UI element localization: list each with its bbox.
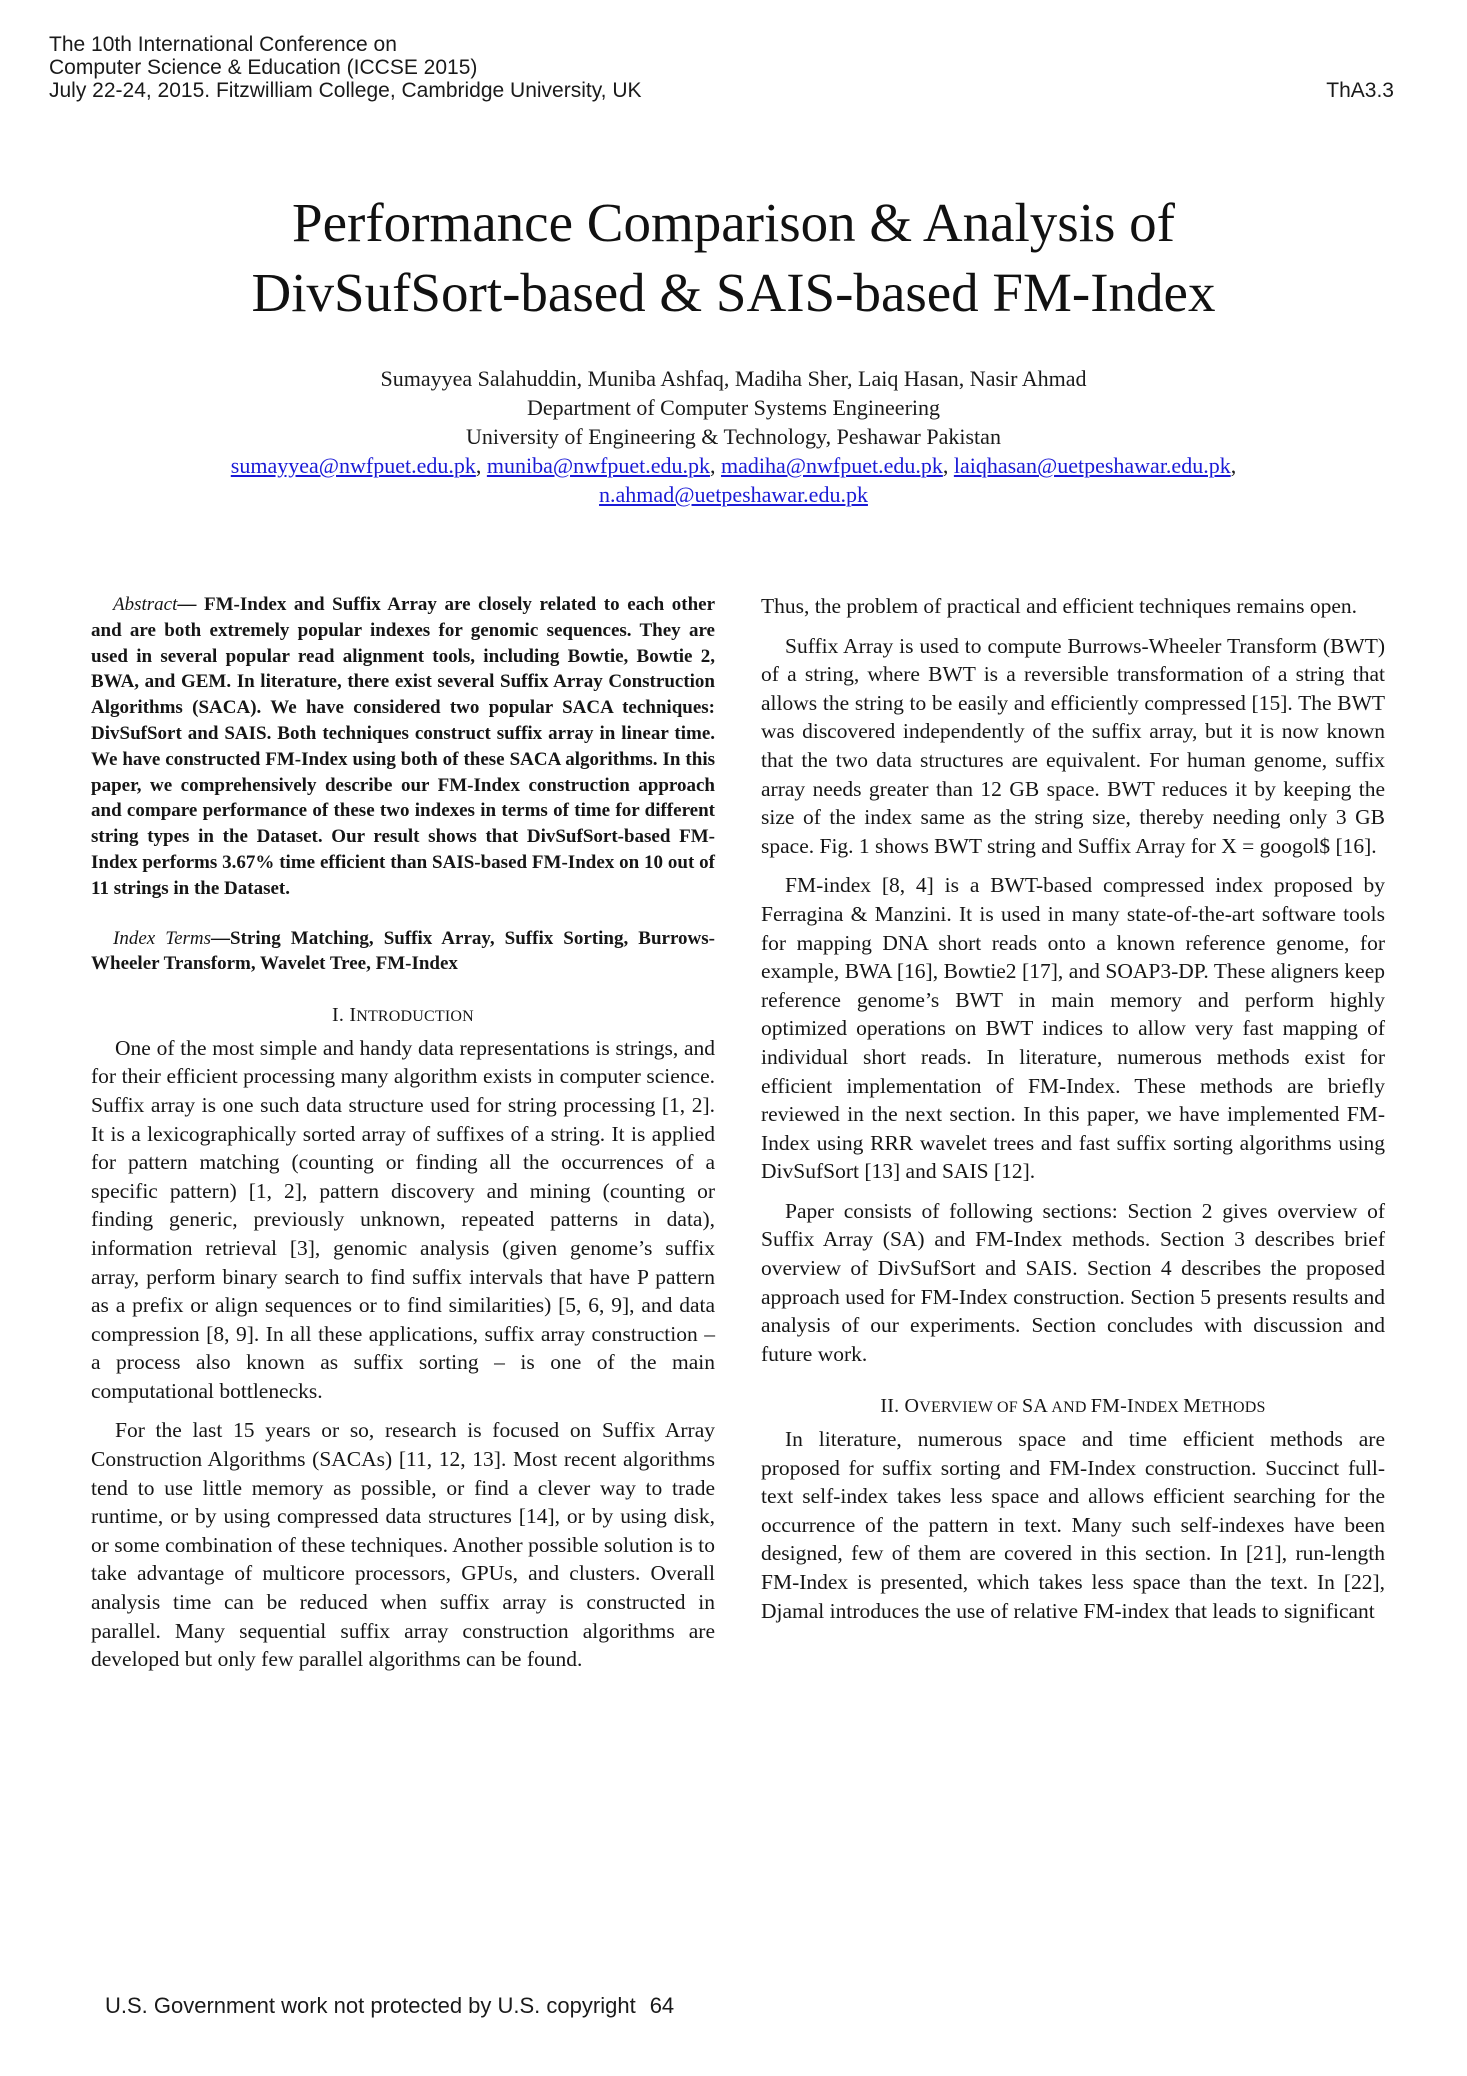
section-heading-introduction: I. INTRODUCTION: [332, 1004, 474, 1027]
email-link[interactable]: n.ahmad@uetpeshawar.edu.pk: [599, 482, 868, 507]
paragraph: Thus, the problem of practical and efficient techniques remains open.: [761, 594, 1358, 618]
conference-name-line1: The 10th International Conference on: [49, 33, 397, 56]
session-code: ThA3.3: [1326, 79, 1394, 102]
author-department: Department of Computer Systems Engineering: [526, 395, 941, 420]
paragraph: For the last 15 years or so, research is focused on Suffix Array Construction Algorithms (SACAs) [11, 12, 13]. Most recent algorithms tend to use little memory as possible, or find a clever way to trade runtime, or by using compressed data structures [14], or by using disk, or some combination of these techniques. Another possible solution is to take advantage of multicore processors, GPUs, and clusters. Overall analysis time can be reduced when suffix array is constructed in parallel. Many sequential suffix array construction algorithms are developed but only few parallel algorithms can be found.: [91, 1418, 716, 1672]
email-link[interactable]: madiha@nwfpuet.edu.pk: [720, 453, 943, 478]
conference-name-line2: Computer Science & Education (ICCSE 2015): [49, 56, 478, 79]
author-university: University of Engineering & Technology, Peshawar Pakistan: [466, 424, 1001, 449]
index-terms-dash: —: [211, 927, 231, 949]
email-separator: ,: [942, 453, 954, 478]
section-heading-overview: II. OVERVIEW OF SA AND FM-INDEX METHODS: [880, 1395, 1266, 1418]
abstract-label: Abstract: [113, 594, 178, 615]
page-number: 64: [649, 1993, 675, 2018]
title-line-1: Performance Comparison & Analysis of: [292, 192, 1175, 253]
author-names: Sumayyea Salahuddin, Muniba Ashfaq, Madiha Sher, Laiq Hasan, Nasir Ahmad: [380, 366, 1087, 391]
author-block: [0, 364, 1467, 509]
conference-venue-line: July 22-24, 2015. Fitzwilliam College, Cambridge University, UK: [49, 79, 642, 102]
paragraph: Paper consists of following sections: Section 2 gives overview of Suffix Array (SA) and FM-Index methods. Section 3 describes brief overview of DivSufSort and SAIS. Section 4 describes the proposed approach used for FM-Index construction. Section 5 presents results and analysis of our experiments. Section concludes with discussion and future work.: [761, 1198, 1385, 1366]
index-terms-label: Index Terms: [113, 927, 212, 949]
index-terms-text: String Matching, Suffix Array, Suffix Sorting, Burrows-Wheeler Transform, Wavelet Tree, FM-Index: [91, 927, 715, 975]
title-line-2: DivSufSort-based & SAIS-based FM-Index: [251, 262, 1216, 323]
paragraph: Suffix Array is used to compute Burrows-Wheeler Transform (BWT) of a string, where BWT is a reversible transformation of a string that allows the string to be easily and efficiently compressed [15]. The BWT was discovered independently of the suffix array, but it is now known that the two data structures are equivalent. For human genome, suffix array needs greater than 12 GB space. BWT reduces it by keeping the size of the index same as the string size, thereby needing only 3 GB space. Fig. 1 shows BWT string and Suffix Array for X = googol$ [16].: [761, 633, 1385, 858]
abstract-text: FM-Index and Suffix Array are closely related to each other and are both extremely popular indexes for genomic sequences. They are used in several popular read alignment tools, including Bowtie, Bowtie 2, BWA, and GEM. In literature, there exist several Suffix Array Construction Algorithms (SACA). We have considered two popular SACA techniques: DivSufSort and SAIS. Both techniques construct suffix array in linear time. We have constructed FM-Index using both of these SACA algorithms. In this paper, we comprehensively describe our FM-Index construction approach and compare performance of these two indexes in terms of time for different string types in the Dataset. Our result shows that DivSufSort-based FM-Index performs 3.67% time efficient than SAIS-based FM-Index on 10 out of 11 strings in the Dataset.: [91, 594, 715, 899]
email-separator: ,: [475, 453, 487, 478]
paragraph: One of the most simple and handy data representations is strings, and for their efficient processing many algorithm exists in computer science. Suffix array is one such data structure used for string processing [1, 2]. It is a lexicographically sorted array of suffixes of a string. It is applied for pattern matching (counting or finding all the occurrences of a specific pattern) [1, 2], pattern discovery and mining (counting or finding generic, previously unknown, repeated patterns in data), information retrieval [3], genomic analysis (given genome’s suffix array, perform binary search to find suffix intervals that have P pattern as a prefix or align sequences or to find similarities) [5, 6, 9], and data compression [8, 9]. In all these applications, suffix array construction – a process also known as suffix sorting – is one of the main computational bottlenecks.: [91, 1035, 715, 1403]
copyright-notice: U.S. Government work not protected by U.S. copyright: [105, 1993, 636, 2018]
email-separator: ,: [709, 453, 721, 478]
email-link[interactable]: sumayyea@nwfpuet.edu.pk: [230, 453, 476, 478]
paragraph: In literature, numerous space and time efficient methods are proposed for suffix sorting and FM-Index construction. Succinct full-text self-index takes less space and allows efficient searching for the occurrence of the pattern in text. Many such self-indexes have been designed, few of them are covered in this section. In [21], run-length FM-Index is presented, which takes less space than the text. In [22], Djamal introduces the use of relative FM-index that leads to significant: [761, 1427, 1385, 1623]
paper-title: [0, 188, 1467, 328]
email-trailing-comma: ,: [1230, 453, 1237, 478]
abstract: [91, 592, 715, 902]
right-column: [761, 592, 1385, 1636]
left-column: [91, 592, 715, 1685]
email-link[interactable]: laiqhasan@uetpeshawar.edu.pk: [953, 453, 1231, 478]
page-footer: [105, 1993, 674, 2019]
author-emails-line2: [0, 480, 1467, 509]
abstract-dash: —: [177, 594, 204, 615]
paragraph: FM-index [8, 4] is a BWT-based compressed index proposed by Ferragina & Manzini. It is used in many state-of-the-art software tools for mapping DNA short reads onto a known reference genome, for example, BWA [16], Bowtie2 [17], and SOAP3-DP. These aligners keep reference genome’s BWT in main memory and perform highly optimized operations on BWT indices to allow very fast mapping of individual short reads. In literature, numerous methods exist for efficient implementation of FM-Index. These methods are briefly reviewed in the next section. In this paper, we have implemented FM-Index using RRR wavelet trees and fast suffix sorting algorithms using DivSufSort [13] and SAIS [12].: [761, 873, 1385, 1184]
conference-header: [49, 33, 1394, 102]
email-link[interactable]: muniba@nwfpuet.edu.pk: [486, 453, 710, 478]
author-emails-line1: [0, 451, 1467, 480]
index-terms: [91, 926, 715, 978]
